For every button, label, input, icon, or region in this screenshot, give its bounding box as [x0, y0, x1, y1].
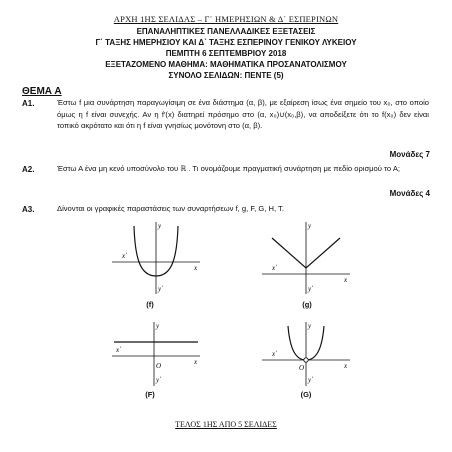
graph-G-origin-label: O	[299, 364, 305, 372]
graph-F-origin-label: O	[156, 362, 162, 370]
header-line-4: ΕΞΕΤΑΖΟΜΕΝΟ ΜΑΘΗΜΑ: ΜΑΘΗΜΑΤΙΚΑ ΠΡΟΣΑΝΑΤΟΛΙΣΜΟΥ	[105, 60, 347, 69]
question-a3-text: Δίνονται οι γραφικές παραστάσεις των συναρτήσεων f, g, F, G, H, T.	[57, 204, 284, 213]
graph-F-yneg-label: y΄	[156, 376, 162, 384]
graph-g-x-label: x	[344, 276, 348, 284]
question-a1-number: Α1.	[22, 99, 35, 108]
graph-F-x-label: x	[194, 358, 198, 366]
graph-G-hollow-point	[304, 358, 308, 362]
graph-f-x-label: x	[194, 264, 198, 272]
question-a2-marks: Μονάδες 4	[389, 189, 430, 198]
graph-G-xneg-label: x΄	[272, 350, 278, 358]
page-top-header: ΑΡΧΗ 1ΗΣ ΣΕΛΙΔΑΣ – Γ΄ ΗΜΕΡΗΣΙΩΝ & Δ΄ ΕΣΠΕΡΙΝΩΝ	[113, 14, 339, 24]
graph-G-caption: (G)	[300, 390, 312, 399]
graph-G	[258, 318, 354, 390]
graph-f-caption: (f)	[146, 300, 154, 309]
graph-F-caption: (F)	[145, 390, 155, 399]
question-a1-marks: Μονάδες 7	[389, 150, 430, 159]
question-a1-text: Έστω f μια συνάρτηση παραγωγίσιμη σε ένα διάστημα (α, β), με εξαίρεση ίσως ένα σημείο του x₀, στο οποίο όμως η f είναι συνεχής. Αν η f′(x) διατηρεί πρόσημο στο (α, x₀)∪(x₀,β), να αποδείξετε ότι το f(x₀) δεν είναι τοπικό ακρότατο και ότι η f είναι γνησίως μονότονη στο (α, β).	[57, 98, 429, 131]
graph-g-yneg-label: y΄	[308, 285, 314, 293]
graph-f-xneg-label: x΄	[122, 252, 128, 260]
section-title: ΘΕΜΑ Α	[22, 86, 62, 97]
header-line-5: ΣΥΝΟΛΟ ΣΕΛΙΔΩΝ: ΠΕΝΤΕ (5)	[168, 71, 284, 80]
graph-f-y-label: y	[158, 222, 162, 230]
graph-f-yneg-label: y΄	[158, 285, 164, 293]
graph-g	[258, 218, 354, 298]
graph-G-x-label: x	[344, 362, 348, 370]
question-a2-number: Α2.	[22, 165, 35, 174]
graph-G-y-label: y	[308, 322, 312, 330]
graph-g-xneg-label: x΄	[272, 264, 278, 272]
question-a3-number: Α3.	[22, 205, 35, 214]
graph-g-y-label: y	[308, 222, 312, 230]
header-line-1: ΕΠΑΝΑΛΗΠΤΙΚΕΣ ΠΑΝΕΛΛΑΔΙΚΕΣ ΕΞΕΤΑΣΕΙΣ	[136, 27, 316, 36]
graph-f	[108, 218, 204, 298]
header-line-3: ΠΕΜΠΤΗ 6 ΣΕΠΤΕΜΒΡΙΟΥ 2018	[165, 49, 287, 58]
header-line-2: Γ΄ ΤΑΞΗΣ ΗΜΕΡΗΣΙΟΥ ΚΑΙ Δ΄ ΤΑΞΗΣ ΕΣΠΕΡΙΝΟΥ ΓΕΝΙΚΟΥ ΛΥΚΕΙΟΥ	[95, 38, 357, 47]
graph-F	[108, 318, 204, 390]
graph-G-yneg-label: y΄	[308, 376, 314, 384]
graph-g-caption: (g)	[302, 300, 312, 309]
page-footer: ΤΕΛΟΣ 1ΗΣ ΑΠΟ 5 ΣΕΛΙΔΕΣ	[175, 420, 277, 429]
graph-F-y-label: y	[156, 322, 160, 330]
graph-F-xneg-label: x΄	[116, 346, 122, 354]
question-a2-text: Έστω Α ένα μη κενό υποσύνολο του ℝ . Τι ονομάζουμε πραγματική συνάρτηση με πεδίο ορισμού το Α;	[57, 164, 400, 173]
